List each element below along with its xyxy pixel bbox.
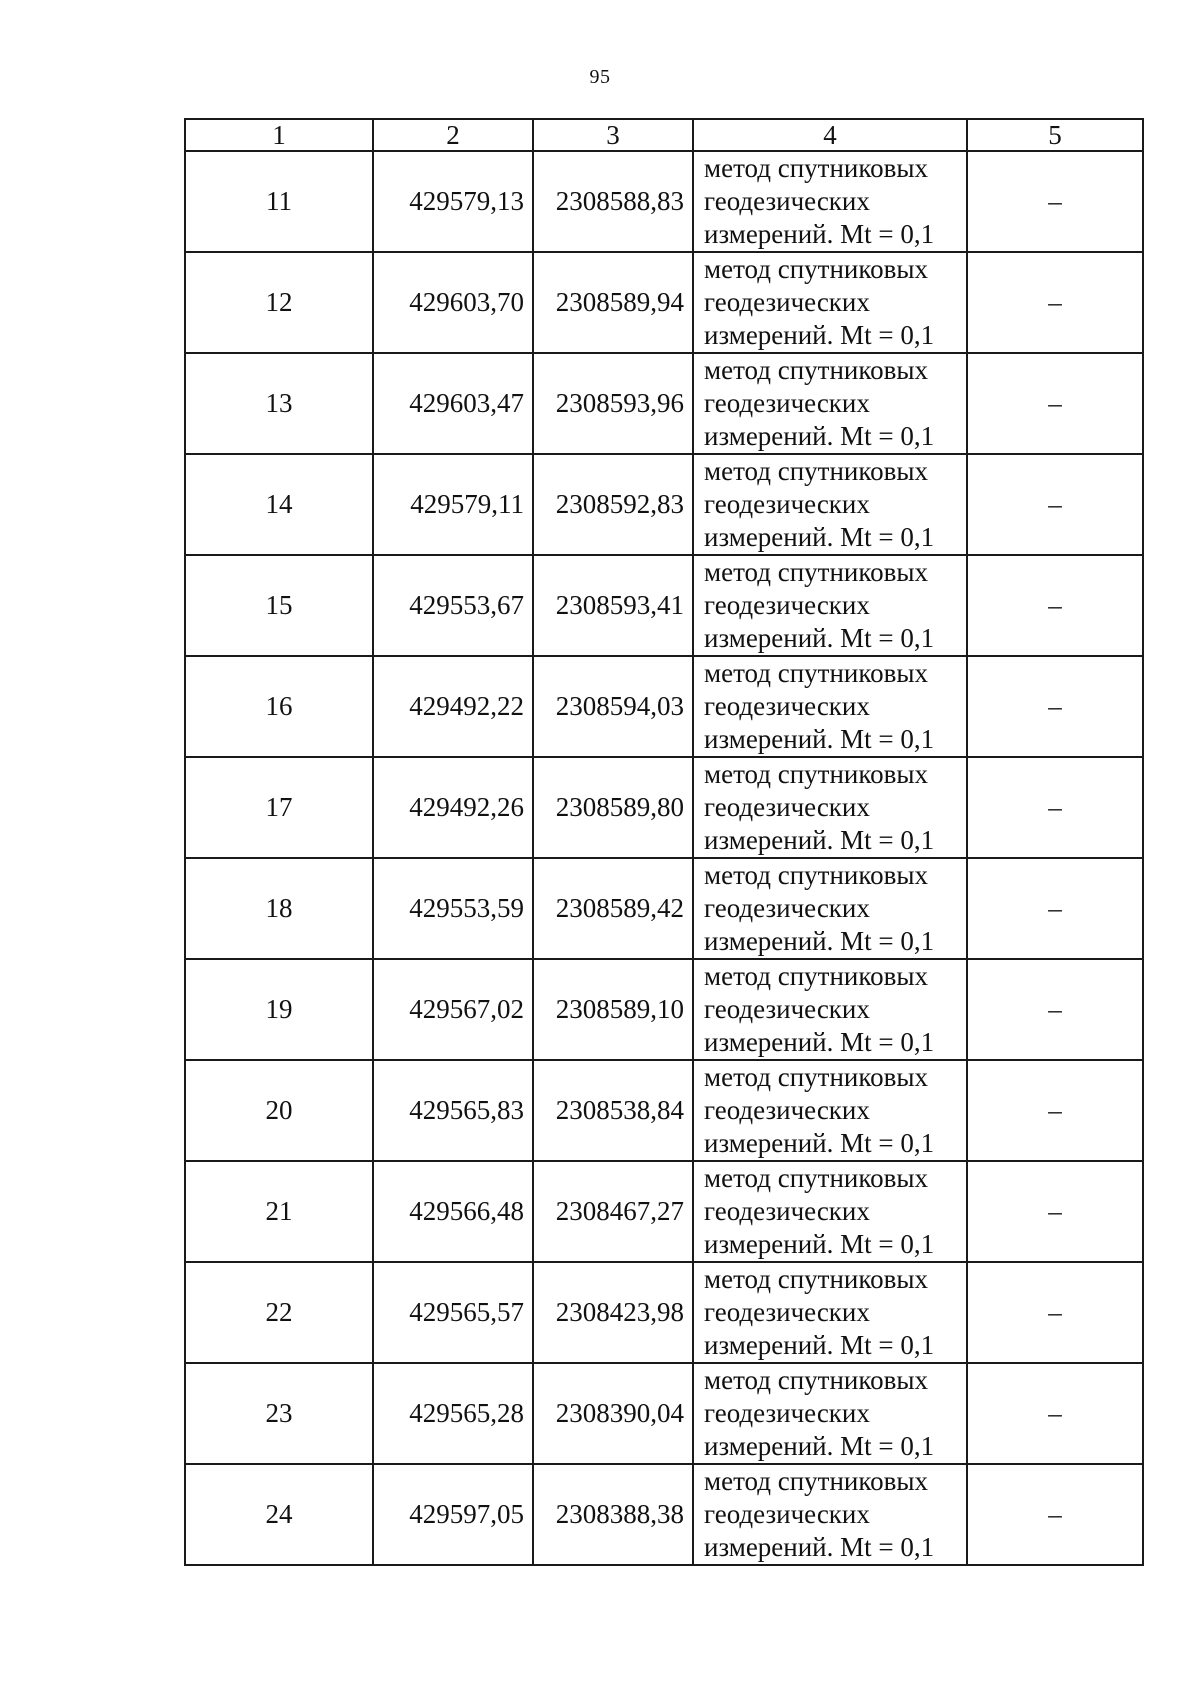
coordinate-y-cell: 2308589,80: [533, 757, 693, 858]
point-number-cell: 24: [185, 1464, 373, 1565]
table-header: [185, 119, 1143, 151]
coordinate-x-cell: 429565,57: [373, 1262, 533, 1363]
coordinate-y-cell: 2308589,94: [533, 252, 693, 353]
header-cell-1: 1: [185, 119, 373, 151]
method-line: измерений. Mt = 0,1: [704, 421, 935, 451]
note-cell: –: [967, 1464, 1143, 1565]
method-line: геодезических: [704, 489, 870, 519]
coordinate-x-cell: 429492,22: [373, 656, 533, 757]
method-line: геодезических: [704, 691, 870, 721]
point-number-cell: 14: [185, 454, 373, 555]
note-cell: –: [967, 555, 1143, 656]
header-cell-5: 5: [967, 119, 1143, 151]
note-cell: –: [967, 1363, 1143, 1464]
header-cell-4: 4: [693, 119, 967, 151]
method-line: геодезических: [704, 994, 870, 1024]
table-row: [185, 1262, 1143, 1363]
coordinates-table: [184, 118, 1144, 1566]
table-row: [185, 1363, 1143, 1464]
coordinate-x-cell: 429603,70: [373, 252, 533, 353]
note-cell: –: [967, 757, 1143, 858]
page-number: 95: [589, 66, 611, 88]
note-cell: –: [967, 252, 1143, 353]
method-line: геодезических: [704, 1398, 870, 1428]
note-cell: –: [967, 151, 1143, 252]
point-number-cell: 18: [185, 858, 373, 959]
coordinate-x-cell: 429579,13: [373, 151, 533, 252]
table-row: [185, 454, 1143, 555]
table-row: [185, 858, 1143, 959]
method-line: геодезических: [704, 186, 870, 216]
point-number-cell: 12: [185, 252, 373, 353]
method-line: метод спутниковых: [704, 860, 928, 890]
note-cell: –: [967, 1262, 1143, 1363]
coordinate-x-cell: 429579,11: [373, 454, 533, 555]
note-cell: –: [967, 1060, 1143, 1161]
method-cell: [693, 353, 967, 454]
method-cell: [693, 959, 967, 1060]
method-line: метод спутниковых: [704, 557, 928, 587]
method-line: метод спутниковых: [704, 1365, 928, 1395]
method-line: метод спутниковых: [704, 1062, 928, 1092]
method-line: геодезических: [704, 1196, 870, 1226]
method-line: измерений. Mt = 0,1: [704, 1027, 935, 1057]
method-line: измерений. Mt = 0,1: [704, 926, 935, 956]
coordinate-y-cell: 2308589,10: [533, 959, 693, 1060]
method-line: метод спутниковых: [704, 759, 928, 789]
table-row: [185, 555, 1143, 656]
header-cell-2: 2: [373, 119, 533, 151]
coordinate-y-cell: 2308388,38: [533, 1464, 693, 1565]
method-cell: [693, 1363, 967, 1464]
coordinate-y-cell: 2308594,03: [533, 656, 693, 757]
method-line: измерений. Mt = 0,1: [704, 623, 935, 653]
table-row: [185, 1060, 1143, 1161]
method-line: геодезических: [704, 590, 870, 620]
coordinate-x-cell: 429565,83: [373, 1060, 533, 1161]
coordinate-x-cell: 429492,26: [373, 757, 533, 858]
point-number-cell: 22: [185, 1262, 373, 1363]
table-body: [185, 151, 1143, 1565]
method-line: метод спутниковых: [704, 961, 928, 991]
coordinate-y-cell: 2308589,42: [533, 858, 693, 959]
note-cell: –: [967, 959, 1143, 1060]
method-line: метод спутниковых: [704, 1163, 928, 1193]
coordinate-y-cell: 2308538,84: [533, 1060, 693, 1161]
method-line: метод спутниковых: [704, 1264, 928, 1294]
coordinate-y-cell: 2308592,83: [533, 454, 693, 555]
method-cell: [693, 151, 967, 252]
method-line: измерений. Mt = 0,1: [704, 1431, 935, 1461]
method-line: геодезических: [704, 1297, 870, 1327]
method-line: измерений. Mt = 0,1: [704, 522, 935, 552]
method-line: метод спутниковых: [704, 153, 928, 183]
header-cell-3: 3: [533, 119, 693, 151]
method-cell: [693, 1262, 967, 1363]
point-number-cell: 15: [185, 555, 373, 656]
method-cell: [693, 656, 967, 757]
note-cell: –: [967, 454, 1143, 555]
method-line: метод спутниковых: [704, 254, 928, 284]
coordinate-x-cell: 429553,59: [373, 858, 533, 959]
coordinate-y-cell: 2308423,98: [533, 1262, 693, 1363]
method-line: геодезических: [704, 287, 870, 317]
point-number-cell: 23: [185, 1363, 373, 1464]
method-line: измерений. Mt = 0,1: [704, 724, 935, 754]
point-number-cell: 11: [185, 151, 373, 252]
method-cell: [693, 757, 967, 858]
note-cell: –: [967, 858, 1143, 959]
point-number-cell: 13: [185, 353, 373, 454]
method-line: измерений. Mt = 0,1: [704, 1330, 935, 1360]
point-number-cell: 17: [185, 757, 373, 858]
method-cell: [693, 252, 967, 353]
method-line: метод спутниковых: [704, 355, 928, 385]
table-row: [185, 656, 1143, 757]
coordinate-x-cell: 429565,28: [373, 1363, 533, 1464]
coordinate-x-cell: 429566,48: [373, 1161, 533, 1262]
coordinate-x-cell: 429597,05: [373, 1464, 533, 1565]
method-line: измерений. Mt = 0,1: [704, 1128, 935, 1158]
table-row: [185, 1464, 1143, 1565]
coordinate-x-cell: 429603,47: [373, 353, 533, 454]
coordinate-x-cell: 429553,67: [373, 555, 533, 656]
method-cell: [693, 454, 967, 555]
coordinate-y-cell: 2308390,04: [533, 1363, 693, 1464]
method-line: метод спутниковых: [704, 456, 928, 486]
method-line: геодезических: [704, 792, 870, 822]
table-row: [185, 1161, 1143, 1262]
coordinate-y-cell: 2308593,41: [533, 555, 693, 656]
header-row: [185, 119, 1143, 151]
coordinate-y-cell: 2308467,27: [533, 1161, 693, 1262]
table-row: [185, 757, 1143, 858]
point-number-cell: 20: [185, 1060, 373, 1161]
method-cell: [693, 1464, 967, 1565]
coordinate-y-cell: 2308588,83: [533, 151, 693, 252]
method-line: метод спутниковых: [704, 658, 928, 688]
method-cell: [693, 858, 967, 959]
table-row: [185, 959, 1143, 1060]
method-line: измерений. Mt = 0,1: [704, 825, 935, 855]
method-cell: [693, 1060, 967, 1161]
method-line: измерений. Mt = 0,1: [704, 320, 935, 350]
note-cell: –: [967, 656, 1143, 757]
note-cell: –: [967, 353, 1143, 454]
note-cell: –: [967, 1161, 1143, 1262]
point-number-cell: 19: [185, 959, 373, 1060]
method-line: измерений. Mt = 0,1: [704, 219, 935, 249]
coordinate-y-cell: 2308593,96: [533, 353, 693, 454]
method-line: геодезических: [704, 1095, 870, 1125]
method-line: геодезических: [704, 388, 870, 418]
method-line: метод спутниковых: [704, 1466, 928, 1496]
table-row: [185, 353, 1143, 454]
method-line: измерений. Mt = 0,1: [704, 1532, 935, 1562]
method-cell: [693, 1161, 967, 1262]
method-line: измерений. Mt = 0,1: [704, 1229, 935, 1259]
point-number-cell: 16: [185, 656, 373, 757]
table-row: [185, 151, 1143, 252]
coordinate-x-cell: 429567,02: [373, 959, 533, 1060]
method-cell: [693, 555, 967, 656]
table-row: [185, 252, 1143, 353]
method-line: геодезических: [704, 893, 870, 923]
method-line: геодезических: [704, 1499, 870, 1529]
point-number-cell: 21: [185, 1161, 373, 1262]
